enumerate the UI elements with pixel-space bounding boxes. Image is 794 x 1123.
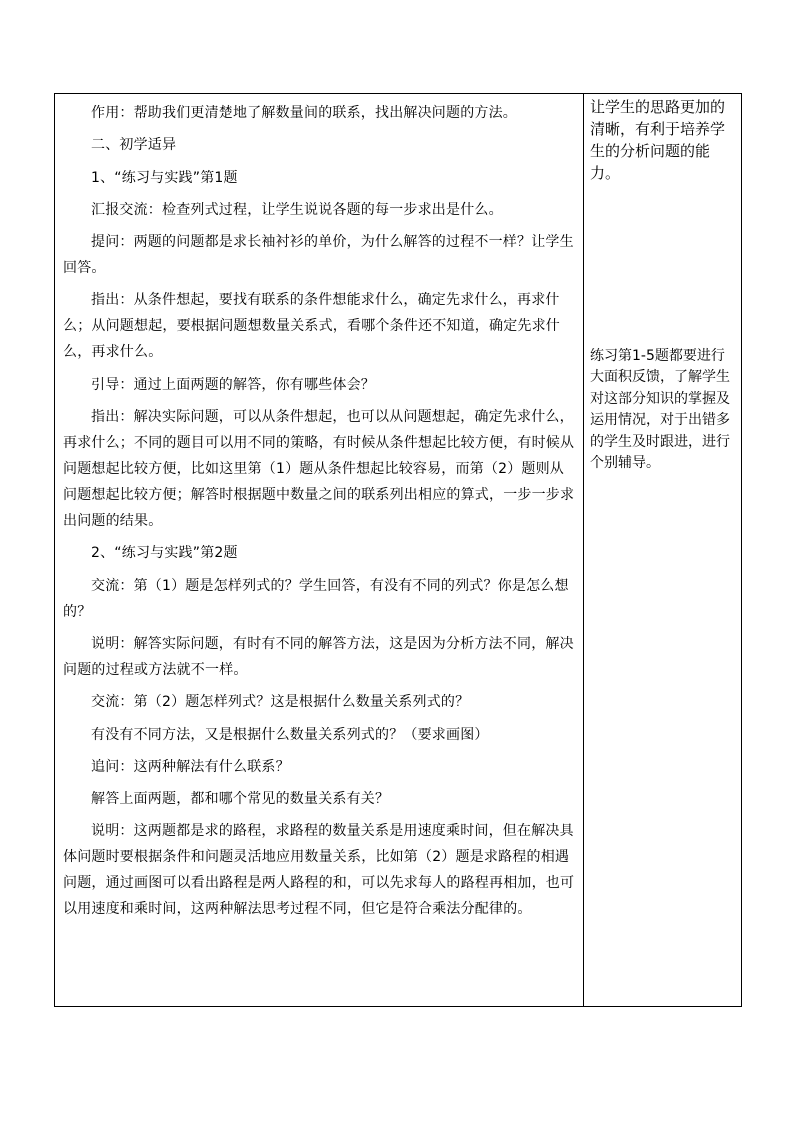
paragraph-purpose: 作用：帮助我们更清楚地了解数量间的联系，找出解决问题的方法。 — [91, 105, 517, 121]
design-notes-content — [584, 94, 741, 474]
side-note-1: 让学生的思路更加的清晰，有利于培养学生的分析问题的能力。 — [590, 98, 726, 182]
exercise-heading-2: 2、“练习与实践”第2题 — [91, 545, 238, 562]
paragraph-question: 提问：两题的问题都是求长袖衬衫的单价，为什么解答的过程不一样？让学生回答。 — [63, 234, 574, 277]
paragraph-guide: 引导：通过上面两题的解答，你有哪些体会？ — [91, 376, 375, 393]
paragraph-exchange-2: 交流：第（2）题怎样列式？这是根据什么数量关系列式的？ — [91, 694, 470, 711]
side-note-2: 练习第1-5题都要进行大面积反馈，了解学生对这部分知识的掌握及运用情况，对于出错多的学生及时跟进，进行个别辅导。 — [590, 348, 730, 472]
table-row — [55, 94, 742, 1007]
paragraph-common-relation: 解答上面两题，都和哪个常见的数量关系有关？ — [91, 791, 390, 808]
paragraph-point-out-2: 指出：解决实际问题，可以从条件想起，也可以从问题想起，确定先求什么，再求什么；不同的题目可以用不同的策略，有时候从条件想起比较方便，有时候从问题想起比较方便，比如这里第（1）题从条件想起比较容易，而第（2）题则从问题想起比较方便；解答时根据题中数量之间的联系列出相应的算式，一步一步求出问题的结果。 — [63, 409, 575, 530]
paragraph-explain-1: 说明：解答实际问题，有时有不同的解答方法，这是因为分析方法不同，解决问题的过程或方法就不一样。 — [63, 635, 574, 678]
exercise-heading-1: 1、“练习与实践”第1题 — [91, 169, 238, 186]
design-notes-cell — [584, 94, 742, 1007]
paragraph-explain-2: 说明：这两题都是求的路程，求路程的数量关系是用速度乘时间，但在解决具体问题时要根据条件和问题灵活地应用数量关系，比如第（2）题是求路程的相遇问题，通过画图可以看出路程是两人路程的和，可以先求每人的路程再相加，也可以用速度和乘时间，这两种解法思考过程不同，但它是符合乘法分配律的。 — [63, 823, 575, 918]
paragraph-exchange-1: 交流：第（1）题是怎样列式的？学生回答，有没有不同的列式？你是怎么想的？ — [63, 577, 569, 620]
paragraph-different-method: 有没有不同方法，又是根据什么数量关系列式的？（要求画图） — [91, 726, 489, 743]
lesson-plan-table — [54, 93, 742, 1007]
paragraph-follow-up: 追问：这两种解法有什么联系？ — [91, 758, 290, 775]
teaching-process-content — [55, 94, 583, 922]
section-heading-initial-learning: 二、初学适异 — [91, 137, 177, 154]
teaching-process-cell — [55, 94, 584, 1007]
paragraph-point-out-1: 指出：从条件想起，要找有联系的条件想能求什么，确定先求什么，再求什么；从问题想起，要根据问题想数量关系式，看哪个条件还不知道，确定先求什么，再求什么。 — [63, 292, 560, 361]
paragraph-report-exchange: 汇报交流：检查列式过程，让学生说说各题的每一步求出是什么。 — [91, 201, 503, 218]
